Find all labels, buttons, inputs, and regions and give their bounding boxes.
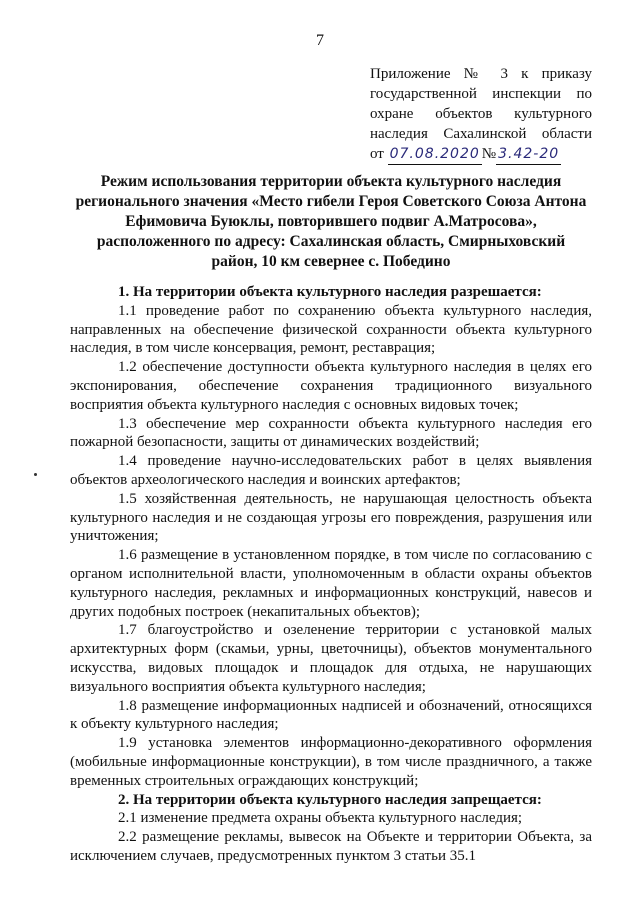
appendix-line: наследия Сахалинской области: [370, 126, 592, 142]
appendix-line: государственной инспекции по: [370, 86, 592, 102]
list-item: 1.7 благоустройство и озеленение территории с установкой малых архитектурных форм (скамьи, урны, цветочницы), объектов монументального искусства, видовых площадок и площадок для отдыха, не нарушающих визуального восприятия объекта культурного наследия;: [70, 622, 592, 695]
appendix-line: Приложение № 3 к приказу: [370, 66, 592, 82]
list-item: 2.1 изменение предмета охраны объекта культурного наследия;: [118, 810, 523, 827]
number-prefix: №: [481, 146, 497, 162]
section-heading-permitted: 1. На территории объекта культурного наследия разрешается:: [118, 284, 542, 300]
handwritten-date: 07.08.2020: [388, 144, 482, 165]
list-item: 1.8 размещение информационных надписей и обозначений, относящихся к объекту культурного наследия;: [70, 697, 592, 733]
title-line: регионального значения «Место гибели Героя Советского Союза Антона: [75, 193, 587, 210]
title-line: расположенного по адресу: Сахалинская область, Смирныховский: [96, 233, 566, 250]
document-body: [70, 283, 592, 866]
list-item: 1.9 установка элементов информационно-декоративного оформления (мобильные информационные конструкции), в том числе праздничного, а также временных строительных ограждающих конструкций;: [70, 735, 592, 789]
date-prefix: от: [370, 146, 384, 162]
list-item: 1.5 хозяйственная деятельность, не нарушающая целостность объекта культурного наследия и не создающая угрозы его повреждения, разрушения или уничтожения;: [70, 490, 592, 545]
scan-mark: [34, 473, 37, 476]
list-item: 1.6 размещение в установленном порядке, в том числе по согласованию с органом исполнительной власти, уполномоченным в области охраны объектов культурного наследия, рекламных и информационных конструкций, навесов и других подобных построек (некапитальных объектов);: [70, 547, 592, 620]
appendix-line: охране объектов культурного: [370, 106, 592, 122]
section-heading-prohibited: 2. На территории объекта культурного наследия запрещается:: [118, 791, 542, 808]
title-line: Режим использования территории объекта культурного наследия: [100, 173, 562, 190]
list-item: 1.3 обеспечение мер сохранности объекта культурного наследия его пожарной безопасности, защиты от динамических воздействий;: [70, 415, 592, 451]
appendix-reference: [370, 64, 592, 165]
list-item: 2.2 размещение рекламы, вывесок на Объекте и территории Объекта, за исключением случаев, предусмотренных пунктом 3 статьи 35.1: [70, 829, 592, 864]
handwritten-order-number: 3.42-20: [496, 144, 561, 165]
list-item: 1.1 проведение работ по сохранению объекта культурного наследия, направленных на обеспечение физической сохранности объекта культурного наследия, в том числе консервация, ремонт, реставрация;: [70, 302, 592, 357]
appendix-date-line: [370, 144, 592, 165]
document-title: [70, 172, 592, 272]
page-number: 7: [316, 32, 324, 49]
list-item: 1.4 проведение научно-исследовательских работ в целях выявления объектов археологического наследия и воинских артефактов;: [70, 453, 592, 488]
title-line: Ефимовича Буюклы, повторившего подвиг А.Матросова»,: [125, 213, 537, 230]
title-line: район, 10 км севернее с. Победино: [211, 253, 451, 270]
list-item: 1.2 обеспечение доступности объекта культурного наследия в целях его экспонирования, обеспечение сохранения традиционного визуального восприятия объекта культурного наследия с основных видовых точек;: [70, 359, 592, 413]
